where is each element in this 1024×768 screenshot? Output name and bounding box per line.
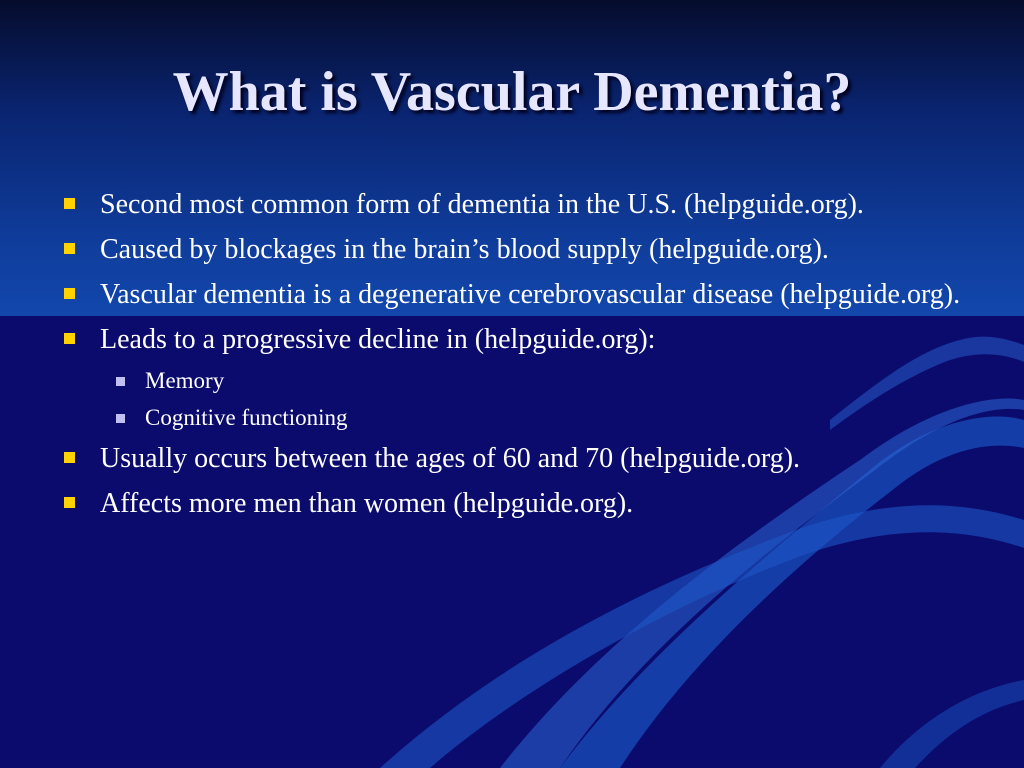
square-bullet-icon — [116, 414, 125, 423]
bullet-item — [62, 321, 982, 358]
bullet-item — [62, 485, 982, 522]
sub-bullet-item — [114, 403, 982, 433]
bullet-item — [62, 440, 982, 477]
square-bullet-icon — [116, 377, 125, 386]
bullet-item — [62, 186, 982, 223]
slide-title: What is Vascular Dementia? — [172, 61, 852, 123]
bullet-item — [62, 276, 982, 313]
sub-bullet-text: Cognitive functioning — [145, 405, 348, 430]
sub-bullet-text: Memory — [145, 368, 225, 393]
bullet-text: Caused by blockages in the brain’s blood supply (helpguide.org). — [100, 234, 829, 265]
bullet-item — [62, 231, 982, 268]
square-bullet-icon — [64, 288, 75, 299]
bullet-text: Leads to a progressive decline in (helpguide.org): — [100, 324, 656, 355]
sub-bullet-item — [114, 366, 982, 396]
bullet-list — [62, 186, 982, 530]
bullet-text: Second most common form of dementia in the U.S. (helpguide.org). — [100, 189, 864, 220]
square-bullet-icon — [64, 243, 75, 254]
bullet-text: Affects more men than women (helpguide.org). — [100, 488, 634, 519]
square-bullet-icon — [64, 452, 75, 463]
bullet-text: Vascular dementia is a degenerative cerebrovascular disease (helpguide.org). — [100, 279, 961, 310]
square-bullet-icon — [64, 333, 75, 344]
square-bullet-icon — [64, 198, 75, 209]
bullet-text: Usually occurs between the ages of 60 and 70 (helpguide.org). — [100, 443, 801, 474]
square-bullet-icon — [64, 497, 75, 508]
